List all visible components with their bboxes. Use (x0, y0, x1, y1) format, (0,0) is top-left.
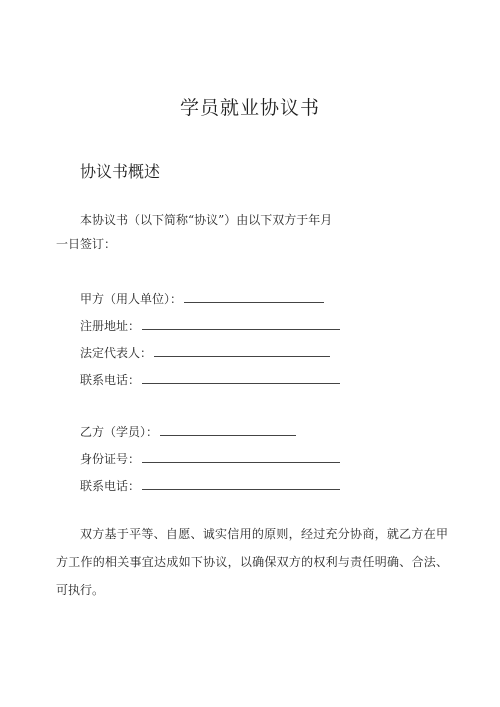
party-b-phone-label: 联系电话： (80, 479, 141, 493)
intro-line-2: 一日签订： (56, 237, 117, 251)
registered-address-fill-line[interactable] (142, 328, 340, 330)
party-b-field[interactable] (80, 420, 296, 440)
party-a-phone-label: 联系电话： (80, 373, 141, 387)
id-number-fill-line[interactable] (142, 461, 340, 463)
document-title: 学员就业协议书 (179, 97, 320, 119)
id-number-label: 身份证号： (80, 452, 141, 466)
legal-rep-fill-line[interactable] (154, 355, 330, 357)
party-b-fill-line[interactable] (160, 434, 296, 436)
id-number-field[interactable] (80, 447, 340, 467)
registered-address-label: 注册地址： (80, 319, 141, 333)
party-a-phone-field[interactable] (80, 368, 340, 388)
section-heading-overview: 协议书概述 (80, 162, 161, 181)
party-b-label: 乙方（学员）： (80, 425, 159, 439)
intro-line-1: 本协议书（以下简称“协议”）由以下双方于年月 (80, 213, 333, 227)
party-b-phone-field[interactable] (80, 474, 340, 494)
party-a-field[interactable] (80, 287, 324, 307)
party-b-phone-fill-line[interactable] (142, 488, 340, 490)
registered-address-field[interactable] (80, 314, 340, 334)
legal-rep-field[interactable] (80, 341, 330, 361)
legal-rep-label: 法定代表人： (80, 346, 153, 360)
party-a-fill-line[interactable] (184, 301, 324, 303)
party-a-label: 甲方（用人单位）： (80, 292, 183, 306)
party-a-phone-fill-line[interactable] (142, 382, 340, 384)
closing-paragraph: 双方基于平等、自愿、诚实信用的原则，经过充分协商，就乙方在甲方工作的相关事宜达成如下协议，以确保双方的权利与责任明确、合法、可执行。 (56, 527, 448, 597)
